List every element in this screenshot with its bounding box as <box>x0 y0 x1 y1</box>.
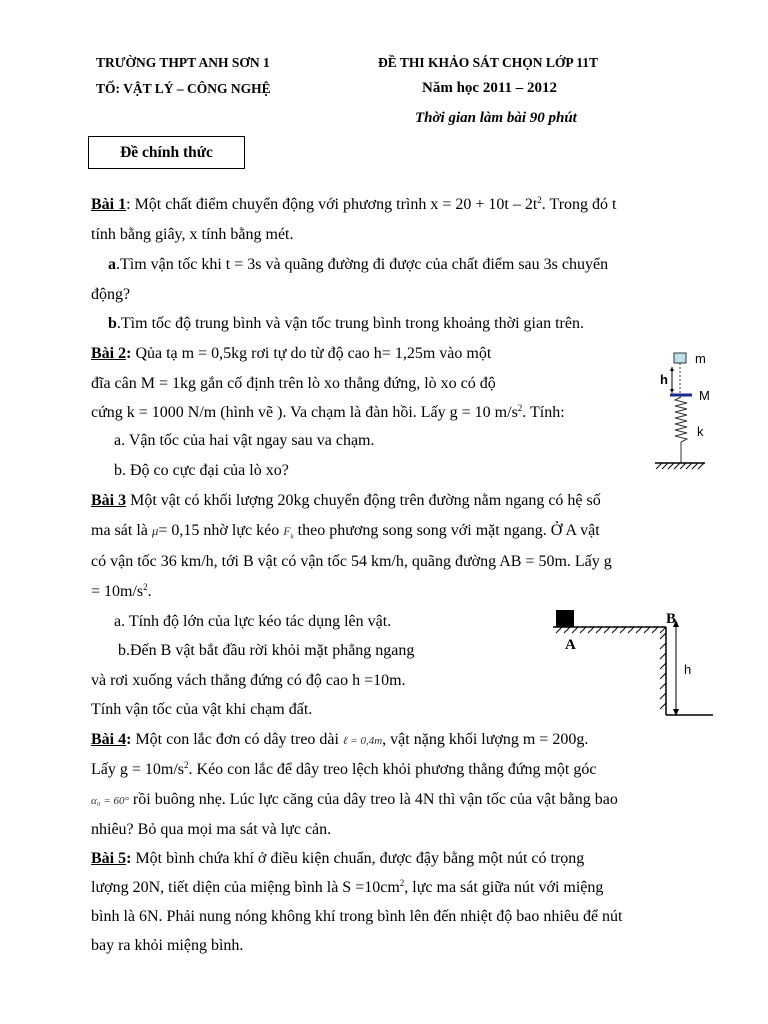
bai3-question-b3: Tính vận tốc của vật khi chạm đất. <box>91 701 313 718</box>
bai1-a-label: a <box>108 256 116 273</box>
surface-hatch <box>556 627 666 633</box>
fig-label-k: k <box>697 424 704 439</box>
wall-hatch <box>660 633 666 709</box>
bai3-text1: Một vật có khối lượng 20kg chuyển động trên đường nằm ngang có hệ số <box>126 492 601 509</box>
bai5-line4: bay ra khỏi miệng bình. <box>91 937 244 954</box>
bai4-line3 <box>91 790 618 811</box>
bai3-line2 <box>91 521 600 546</box>
bai5-line2 <box>91 878 603 898</box>
bai2-question-a: a. Vận tốc của hai vật ngay sau va chạm. <box>114 432 375 449</box>
bai1-sup: 2 <box>537 195 542 205</box>
bai3-text4b: . <box>147 583 152 600</box>
bai1-a-text: .Tìm vận tốc khi t = 3s và quãng đường đi được của chất điểm sau 3s chuyển <box>116 256 609 273</box>
bai4-label: Bài 4 <box>91 731 127 748</box>
ledge-h-label: h <box>684 662 692 677</box>
fig-label-m: m <box>695 351 706 366</box>
falling-mass <box>674 353 686 363</box>
bai3-line3: có vận tốc 36 km/h, tới B vật có vận tốc 54 km/h, quãng đường AB = 50m. Lấy g <box>91 553 612 570</box>
ledge-figure <box>548 605 718 725</box>
mu-symbol: μ <box>151 523 159 538</box>
bai5-colon: : <box>126 850 132 867</box>
bai1-text1: : Một chất điểm chuyển động với phương trình x = 20 + 10t – 2t <box>126 196 538 213</box>
bai4-text2a: Lấy g = 10m/s <box>91 761 185 778</box>
school-name: TRƯỜNG THPT ANH SƠN 1 <box>96 55 270 70</box>
bai3-line4 <box>91 582 152 602</box>
bai3-question-a: a. Tính độ lớn của lực kéo tác dụng lên vật. <box>114 613 392 630</box>
bai3-label: Bài 3 <box>91 492 127 509</box>
bai3-line1 <box>91 491 601 511</box>
bai3-text2a: ma sát là <box>91 522 148 539</box>
school-year: Năm học 2011 – 2012 <box>422 80 557 96</box>
bai1-question-a <box>108 255 608 275</box>
bai2-text3b: . Tính: <box>522 404 565 421</box>
department-name: TỐ: VẬT LÝ – CÔNG NGHỆ <box>96 81 271 96</box>
bai1-line2: tính bằng giây, x tính bằng mét. <box>91 226 294 243</box>
bai3-text2c: theo phương song song với mặt ngang. Ở A vật <box>297 522 600 539</box>
exam-title: ĐỀ THI KHẢO SÁT CHỌN LỚP 11T <box>378 55 599 70</box>
bai2-line2: đĩa cân M = 1kg gắn cố định trên lò xo thẳng đứng, lò xo có độ <box>91 375 496 392</box>
exam-time: Thời gian làm bài 90 phút <box>415 110 577 126</box>
block <box>556 610 574 627</box>
bai4-text1a: Một con lắc đơn có dây treo dài <box>131 731 339 748</box>
length-expression: ℓ = 0,4m <box>342 735 383 747</box>
fig-label-h: h <box>660 372 668 387</box>
bai3-question-b2: và rơi xuống vách thẳng đứng có độ cao h =10m. <box>91 672 406 689</box>
bai4-sup: 2 <box>184 760 189 770</box>
bai5-text1: Một bình chứa khí ở điều kiện chuẩn, được đậy bằng một nút có trọng <box>131 850 585 867</box>
bai4-text3: rồi buông nhẹ. Lúc lực căng của dây treo là 4N thì vận tốc của vật bằng bao <box>132 791 618 808</box>
bai2-line3 <box>91 403 565 423</box>
spring <box>675 397 687 463</box>
bai3-sup: 2 <box>143 582 148 592</box>
bai4-line1 <box>91 730 588 751</box>
bai4-line4: nhiêu? Bỏ qua mọi ma sát và lực cản. <box>91 821 332 838</box>
point-B-label: B <box>666 611 677 627</box>
bai4-colon: : <box>126 731 132 748</box>
official-label: Đề chính thức <box>120 143 213 161</box>
bai1-line1 <box>91 195 616 215</box>
angle-expression: α₀ = 60° <box>91 795 129 807</box>
bai1-question-a-cont: động? <box>91 286 131 303</box>
bai1-question-b <box>108 314 584 334</box>
official-label-box <box>88 136 245 169</box>
bai5-text2b: , lực ma sát giữa nút với miệng <box>404 879 604 896</box>
bai3-text2b: = 0,15 nhờ lực kéo <box>158 522 280 539</box>
bai5-text2a: lượng 20N, tiết diện của miệng bình là S =10cm <box>91 879 400 896</box>
fk-symbol: $F_k$ <box>283 524 294 541</box>
bai5-sup: 2 <box>399 878 405 888</box>
bai2-colon: : <box>126 345 132 362</box>
bai2-label: Bài 2 <box>91 345 127 362</box>
bai5-line3: bình là 6N. Phải nung nóng không khí trong bình lên đến nhiệt độ bao nhiêu để nút <box>91 908 623 925</box>
bai1-b-text: .Tìm tốc độ trung bình và vận tốc trung bình trong khoảng thời gian trên. <box>116 315 584 332</box>
bai4-text2b: . Kéo con lắc để dây treo lệch khỏi phương thẳng đứng một góc <box>188 761 597 778</box>
bai4-line2 <box>91 760 596 780</box>
bai5-label: Bài 5 <box>91 850 127 867</box>
bai2-sup: 2 <box>517 403 523 413</box>
bai2-line1 <box>91 344 491 364</box>
ground-hatch <box>656 463 704 469</box>
bai2-question-b: b. Độ co cực đại của lò xo? <box>114 462 289 479</box>
fig-label-M: M <box>699 388 710 403</box>
bai2-text3a: cứng k = 1000 N/m (hình vẽ ). Va chạm là đàn hồi. Lấy g = 10 m/s <box>91 404 518 421</box>
bai5-line1 <box>91 849 584 869</box>
bai1-label: Bài 1 <box>91 196 127 213</box>
bai1-text1b: . Trong đó t <box>541 196 617 213</box>
bai4-text1b: , vật nặng khối lượng m = 200g. <box>382 731 589 748</box>
bai1-b-label: b <box>108 315 117 332</box>
bai2-text1: Qủa tạ m = 0,5kg rơi tự do từ độ cao h= 1,25m vào một <box>131 345 492 362</box>
point-A-label: A <box>565 637 576 653</box>
bai3-question-b: b.Đến B vật bắt đầu rời khỏi mặt phẳng ngang <box>118 642 415 659</box>
bai3-text4a: = 10m/s <box>91 583 144 600</box>
